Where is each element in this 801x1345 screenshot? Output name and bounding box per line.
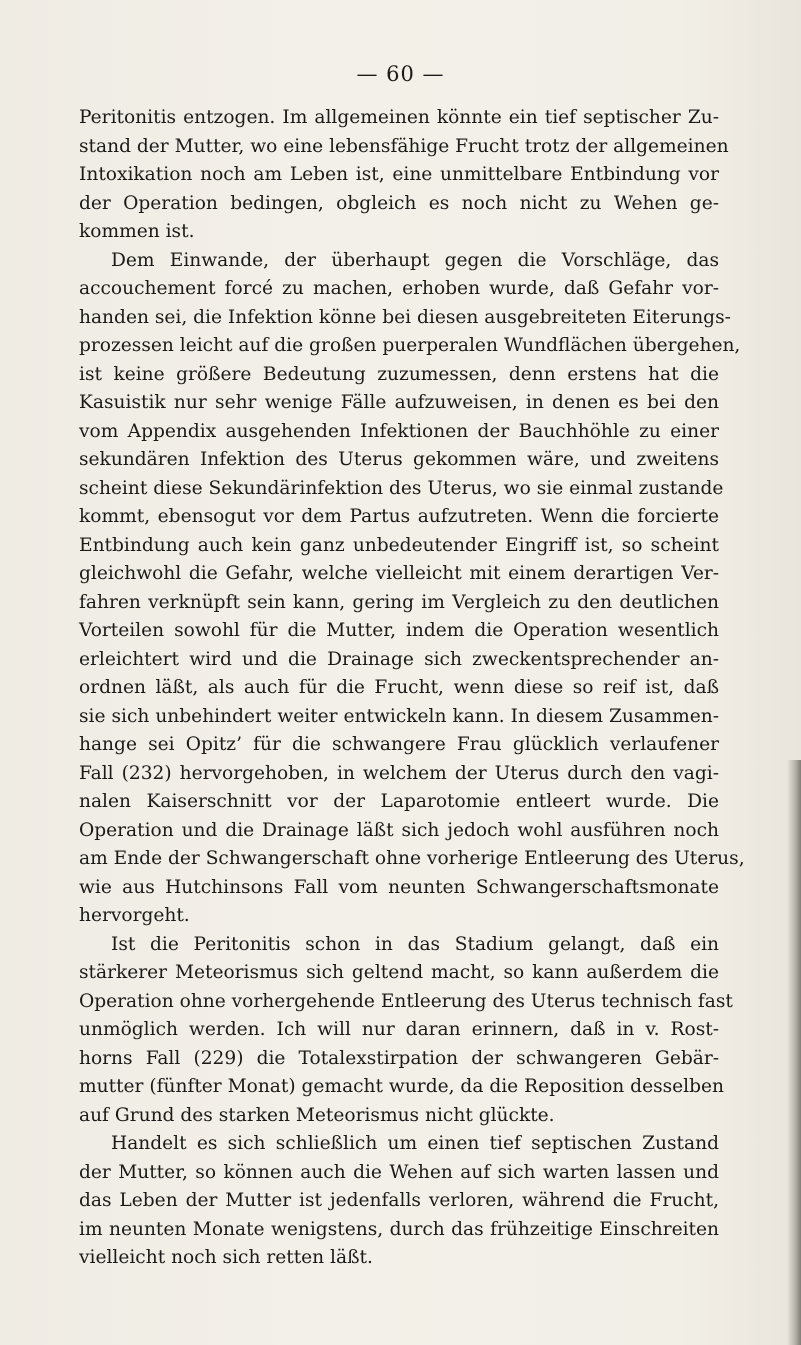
text-line: horns Fall (229) die Totalexstirpation der schwangeren Gebär- <box>79 1047 719 1069</box>
text-line: kommt, ebensogut vor dem Partus aufzutreten. Wenn die forcierte <box>79 506 719 527</box>
text-line: stand der Mutter, wo eine lebensfähige Frucht trotz der allgemeinen <box>79 135 729 157</box>
text-line: Ist die Peritonitis schon in das Stadium gelangt, daß ein <box>111 933 719 955</box>
text-line: handen sei, die Infektion könne bei diesen ausgebreiteten Eiterungs- <box>79 306 731 328</box>
text-line: fahren verknüpft sein kann, gering im Vergleich zu den deutlichen <box>79 591 719 613</box>
text-line: das Leben der Mutter ist jedenfalls verloren, während die Frucht, <box>79 1190 719 1211</box>
paragraph <box>79 1130 719 1273</box>
text-line: Operation ohne vorhergehende Entleerung des Uterus technisch fast <box>79 990 733 1012</box>
text-line: Fall (232) hervorgehoben, in welchem der Uterus durch den vagi- <box>79 762 719 784</box>
text-line: nalen Kaiserschnitt vor der Laparotomie entleert wurde. Die <box>79 791 719 812</box>
text-line: Handelt es sich schließlich um einen tief septischen Zustand <box>111 1133 719 1154</box>
text-line: vom Appendix ausgehenden Infektionen der Bauchhöhle zu einer <box>79 420 719 442</box>
text-line: am Ende der Schwangerschaft ohne vorherige Entleerung des Uterus, <box>79 848 745 869</box>
text-line: prozessen leicht auf die großen puerperalen Wundflächen übergehen, <box>79 335 741 356</box>
text-line: Intoxikation noch am Leben ist, eine unmittelbare Entbindung vor <box>79 164 719 185</box>
paragraph <box>79 247 745 931</box>
paragraph <box>79 104 729 247</box>
text-line: Operation und die Drainage läßt sich jedoch wohl ausführen noch <box>79 819 719 841</box>
text-line: accouchement forcé zu machen, erhoben wurde, daß Gefahr vor- <box>79 278 719 299</box>
text-line: kommen ist. <box>79 221 195 242</box>
paragraph <box>79 931 733 1131</box>
text-line: gleichwohl die Gefahr, welche vielleicht mit einem derartigen Ver- <box>79 563 719 584</box>
text-line: ordnen läßt, als auch für die Frucht, wenn diese so reif ist, daß <box>79 677 719 698</box>
text-line: im neunten Monate wenigstens, durch das frühzeitige Einschreiten <box>79 1218 719 1240</box>
text-line: Entbindung auch kein ganz unbedeutender Eingriff ist, so scheint <box>79 534 719 556</box>
text-line: hange sei Opitz’ für die schwangere Frau glücklich verlaufener <box>79 734 719 755</box>
text-line: wie aus Hutchinsons Fall vom neunten Schwangerschaftsmonate <box>79 876 719 898</box>
text-line: stärkerer Meteorismus sich geltend macht, so kann außerdem die <box>79 962 719 983</box>
text-line: scheint diese Sekundärinfektion des Uterus, wo sie einmal zustande <box>79 477 724 499</box>
text-line: vielleicht noch sich retten läßt. <box>79 1247 373 1268</box>
text-line: auf Grund des starken Meteorismus nicht glückte. <box>79 1104 555 1126</box>
text-line: der Mutter, so können auch die Wehen auf sich warten lassen und <box>79 1161 719 1183</box>
text-line: der Operation bedingen, obgleich es noch nicht zu Wehen ge- <box>79 192 719 214</box>
text-line: erleichtert wird und die Drainage sich zweckentsprechender an- <box>79 648 719 670</box>
text-line: Kasuistik nur sehr wenige Fälle aufzuweisen, in denen es bei den <box>79 392 719 413</box>
text-line: ist keine größere Bedeutung zuzumessen, denn erstens hat die <box>79 363 719 385</box>
body-text <box>79 104 745 1273</box>
text-line: sekundären Infektion des Uterus gekommen wäre, und zweitens <box>79 449 719 470</box>
text-line: unmöglich werden. Ich will nur daran erinnern, daß in v. Rost- <box>79 1019 719 1040</box>
text-line: hervorgeht. <box>79 905 190 926</box>
text-line: Vorteilen sowohl für die Mutter, indem die Operation wesentlich <box>79 620 719 641</box>
text-line: Peritonitis entzogen. Im allgemeinen könnte ein tief septischer Zu- <box>79 107 719 128</box>
page-number: — 60 — <box>356 62 445 86</box>
page-edge-shadow <box>787 760 801 1345</box>
text-line: sie sich unbehindert weiter entwickeln kann. In diesem Zusammen- <box>79 705 719 727</box>
text-line: Dem Einwande, der überhaupt gegen die Vorschläge, das <box>111 249 719 271</box>
text-line: mutter (fünfter Monat) gemacht wurde, da die Reposition desselben <box>79 1076 724 1097</box>
